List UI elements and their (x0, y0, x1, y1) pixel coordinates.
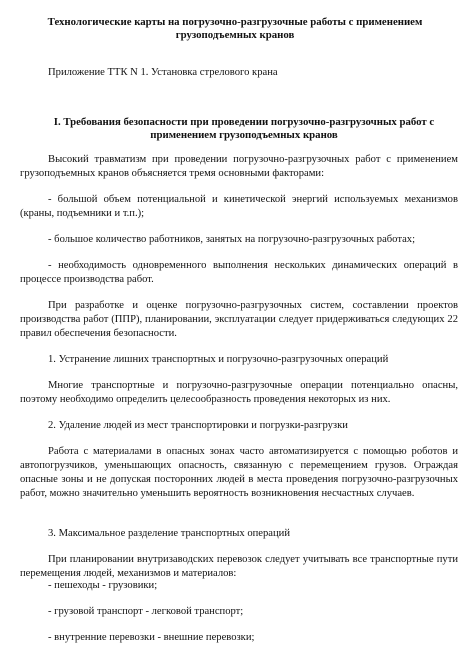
list-item: - пешеходы - грузовики; (48, 580, 158, 591)
list-item: - большое количество работников, занятых на погрузочно-разгрузочных работах; (48, 234, 416, 245)
paragraph: Многие транспортные и погрузочно-разгрузочные операции потенциально опасны, поэтому необходимо определить целесообразность проведения некоторых из них. (20, 380, 458, 405)
list-item: - необходимость одновременного выполнения нескольких динамических операций в процессе производства работ. (20, 260, 458, 285)
paragraph: При разработке и оценке погрузочно-разгрузочных систем, составлении проектов производства работ (ППР), планировании, эксплуатации следует придерживаться следующих 22 правил обеспечения безопасности. (20, 300, 458, 339)
appendix-line: Приложение ТТК N 1. Установка стрелового крана (48, 67, 278, 78)
subsection-heading: 3. Максимальное разделение транспортных операций (48, 528, 291, 539)
subsection-heading: 2. Удаление людей из мест транспортировки и погрузки-разгрузки (48, 420, 348, 431)
list-item: - внутренние перевозки - внешние перевозки; (48, 632, 255, 643)
list-item: - большой объем потенциальной и кинетической энергий используемых механизмов (краны, подъемники и т.п.); (20, 194, 458, 219)
document-title: Технологические карты на погрузочно-разгрузочные работы с применением грузоподъемных кранов (47, 16, 423, 41)
paragraph: Работа с материалами в опасных зонах часто автоматизируется с помощью роботов и автопогрузчиков, уменьшающих опасность, связанную с перемещением грузов. Ограждая опасные зоны и не допуская посторонних людей в места проведения погрузочно-разгрузочных работ, можно значительно уменьшить вероятность возникновения несчастных случаев. (20, 446, 458, 499)
paragraph: Высокий травматизм при проведении погрузочно-разгрузочных работ с применением грузоподъемных кранов объясняется тремя основными факторами: (20, 154, 458, 179)
section-heading: I. Требования безопасности при проведении погрузочно-разгрузочных работ с применением грузоподъемных кранов (53, 116, 435, 141)
list-item: - грузовой транспорт - легковой транспорт; (48, 606, 244, 617)
subsection-heading: 1. Устранение лишних транспортных и погрузочно-разгрузочных операций (48, 354, 389, 365)
paragraph: При планировании внутризаводских перевозок следует учитывать все транспортные пути перемещения людей, механизмов и материалов: (20, 554, 458, 579)
